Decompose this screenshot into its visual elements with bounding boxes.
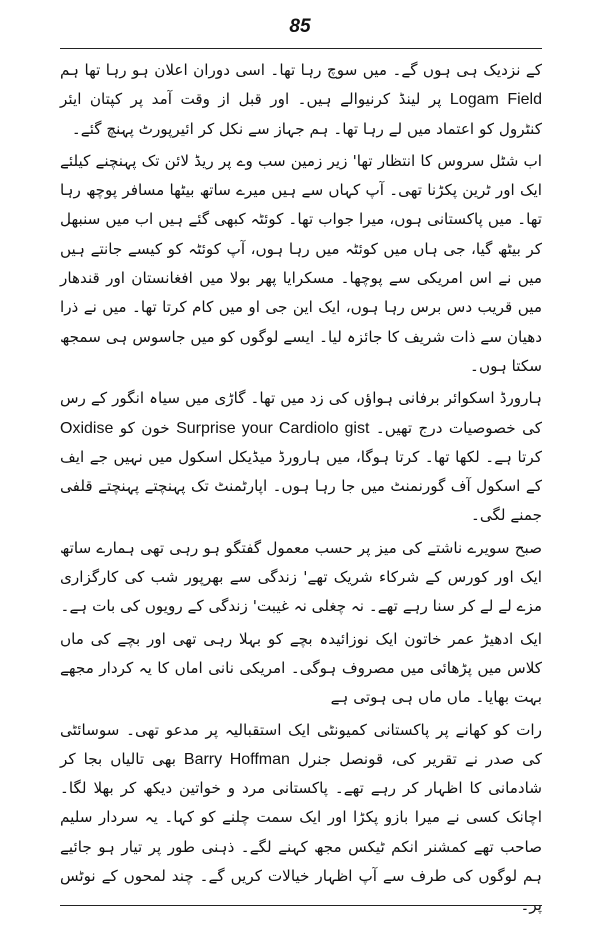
paragraph bbox=[60, 384, 542, 530]
header-rule bbox=[60, 48, 542, 49]
latin-phrase: Logam bbox=[449, 91, 499, 109]
text-run: کرتا ہے۔ لکھا تھا۔ کرتا ہوگا، میں ہارورڈ میڈیکل اسکول میں نہیں جے ایف کے اسکول آف گورنمنٹ میں جا رہا ہوں۔ اپارٹمنٹ تک پہنچتے پہنچتے قلفی جمنے لگی۔ bbox=[60, 447, 542, 525]
text-run: پر لینڈ کرنیوالے ہیں۔ اور قبل از وقت آمد پر کپتان ایئر کنٹرول کو اعتماد میں لے رہا تھا۔ ہم جہاز سے نکل کر ائیرپورٹ پہنچ گئے۔ bbox=[60, 90, 542, 138]
paragraph bbox=[60, 147, 542, 381]
footer-rule bbox=[60, 905, 542, 906]
latin-phrase: Barry Hoffman bbox=[183, 750, 290, 768]
page-number: 85 bbox=[289, 16, 311, 37]
latin-phrase: Surprise your Cardiolo gist bbox=[176, 419, 370, 437]
body-text bbox=[60, 56, 542, 921]
latin-phrase: Field bbox=[507, 91, 542, 109]
paragraph bbox=[60, 56, 542, 144]
text-run: اب شٹل سروس کا انتظار تھا' زیر زمین سب وے پر ریڈ لائن تک پہنچنے کیلئے ایک اور ٹرین پکڑنا تھی۔ آپ کہاں سے ہیں میرے ساتھ بیٹھا مسافر پوچھ رہا تھا۔ میں پاکستانی ہوں، میرا جواب تھا۔ کوئٹہ کبھی گئے ہیں اب میں سنبھل کر بیٹھ گیا، جی ہاں میں کوئٹہ میں رہا ہوں، آپ کوئٹہ کو کیسے جانتے ہیں میں نے اس امریکی سے پوچھا۔ مسکرایا پھر بولا میں افغانستان اور قندھار میں قریب دس برس رہا ہوں، ایک این جی او میں کام کرتا تھا۔ میں نے ذرا دھیان سے ذات شریف کا جائزہ لیا۔ ایسے لوگوں کو میں جاسوس ہی سمجھ سکتا ہوں۔ bbox=[60, 151, 542, 375]
text-run: صبح سویرے ناشتے کی میز پر حسب معمول گفتگو ہو رہی تھی ہمارے ساتھ ایک اور کورس کے شرکاء شریک تھے' زندگی سے بھرپور شب کی کارگزاری مزے لے لے کر سنا رہے تھے۔ نہ چغلی نہ غیبت' زندگی کے رویوں کی بات ہے۔ bbox=[60, 538, 542, 616]
text-run: خون کو bbox=[113, 418, 177, 437]
paragraph bbox=[60, 534, 542, 622]
text-run: کے نزدیک ہی ہوں گے۔ میں سوچ رہا تھا۔ اسی دوران اعلان ہو رہا تھا ہم bbox=[60, 61, 542, 79]
text-run: ایک ادھیڑ عمر خاتون ایک نوزائیدہ بچے کو بہلا رہی تھی اور بچے کی ماں کلاس میں پڑھائی میں مصروف ہوگی۔ امریکی نانی اماں کا یہ کردار مجھے بہت بھایا۔ ماں ماں ہی ہوتی ہے bbox=[60, 629, 542, 707]
text-run: ہارورڈ اسکوائر برفانی ہواؤں کی زد میں تھا۔ گاڑی میں سیاہ انگور کے رس کی خصوصیات درج تھیں۔ bbox=[60, 389, 543, 437]
text-run: رات کو کھانے پر پاکستانی کمیونٹی ایک استقبالیہ پر مدعو تھی۔ سوسائٹی کی صدر نے تقریر کی، قونصل جنرل bbox=[60, 720, 542, 768]
paragraph bbox=[60, 625, 542, 713]
text-run: بھی تالیاں بجا کر شادمانی کا اظہار کر رہے تھے۔ پاکستانی مرد و خواتین دیکھ کر بھلا لگا۔ اچانک کسی نے میرا بازو پکڑا اور ایک سمت چلنے کو کہا۔ یہ سردار سلیم صاحب تھے کمشنر انکم ٹیکس مجھ کہنے لگے۔ ذہنی طور پر تیار ہو جائیے ہم لوگوں کی طرف سے آپ اظہار خیالات کریں گے۔ چند لمحوں کے نوٹس پر۔ bbox=[60, 749, 542, 915]
paragraph bbox=[60, 716, 542, 921]
latin-phrase: Oxidise bbox=[60, 419, 114, 437]
